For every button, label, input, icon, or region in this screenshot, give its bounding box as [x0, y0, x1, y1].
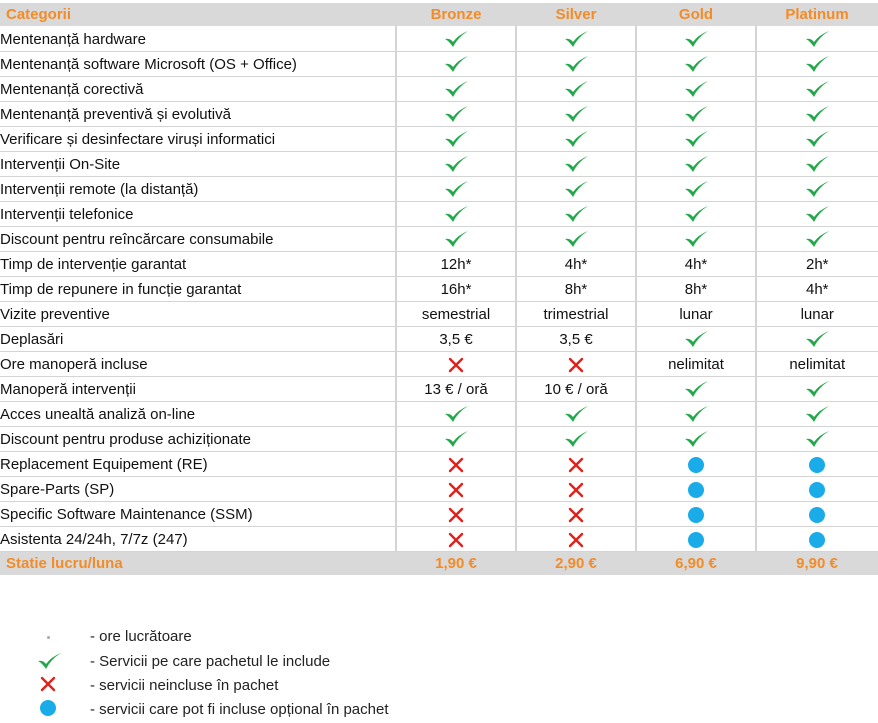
legend-text: - servicii care pot fi incluse opțional în pachet — [90, 701, 389, 718]
optional-dot-icon — [756, 452, 878, 477]
row-value: lunar — [756, 302, 878, 327]
pricing-table — [0, 3, 878, 575]
row-category: Mentenanță hardware — [0, 27, 396, 52]
cross-icon — [516, 477, 636, 502]
check-icon — [636, 27, 756, 52]
header-plan-gold: Gold — [636, 3, 756, 27]
check-icon — [396, 77, 516, 102]
row-category: Timp de intervenție garantat — [0, 252, 396, 277]
check-icon — [396, 402, 516, 427]
table-row — [0, 277, 878, 302]
row-value: nelimitat — [636, 352, 756, 377]
table-row — [0, 252, 878, 277]
check-icon — [636, 152, 756, 177]
check-icon — [396, 102, 516, 127]
table-row — [0, 452, 878, 477]
check-icon — [756, 102, 878, 127]
check-icon — [516, 102, 636, 127]
legend-text: - Servicii pe care pachetul le include — [90, 653, 331, 670]
table-row — [0, 227, 878, 252]
check-icon — [756, 77, 878, 102]
check-icon — [516, 177, 636, 202]
optional-dot-icon — [756, 477, 878, 502]
footer-row — [0, 552, 878, 576]
row-category: Asistenta 24/24h, 7/7z (247) — [0, 527, 396, 552]
footer-price-silver: 2,90 € — [516, 552, 636, 576]
check-icon — [636, 77, 756, 102]
row-value: 4h* — [636, 252, 756, 277]
check-icon — [756, 152, 878, 177]
optional-dot-icon — [636, 477, 756, 502]
check-icon — [636, 177, 756, 202]
check-icon — [516, 77, 636, 102]
check-icon — [756, 427, 878, 452]
table-body — [0, 27, 878, 552]
table-row — [0, 177, 878, 202]
footer-price-gold: 6,90 € — [636, 552, 756, 576]
check-icon — [516, 27, 636, 52]
cross-icon — [516, 527, 636, 552]
row-value: 4h* — [756, 277, 878, 302]
optional-dot-icon — [636, 527, 756, 552]
legend-text: - ore lucrătoare — [90, 628, 192, 645]
header-plan-platinum: Platinum — [756, 3, 878, 27]
row-category: Acces unealtă analiză on-line — [0, 402, 396, 427]
header-category: Categorii — [0, 3, 396, 27]
check-icon — [516, 227, 636, 252]
row-category: Ore manoperă incluse — [0, 352, 396, 377]
check-icon — [396, 127, 516, 152]
table-row — [0, 477, 878, 502]
cross-icon — [516, 352, 636, 377]
table-row — [0, 402, 878, 427]
header-plan-bronze: Bronze — [396, 3, 516, 27]
row-category: Intervenții telefonice — [0, 202, 396, 227]
check-icon — [516, 202, 636, 227]
table-row — [0, 352, 878, 377]
table-row — [0, 127, 878, 152]
table-row — [0, 202, 878, 227]
legend-item — [0, 699, 600, 721]
check-icon — [636, 52, 756, 77]
optional-dot-icon — [756, 502, 878, 527]
row-category: Intervenții remote (la distanță) — [0, 177, 396, 202]
table-row — [0, 27, 878, 52]
check-icon — [636, 127, 756, 152]
check-icon — [756, 52, 878, 77]
check-icon — [756, 202, 878, 227]
table-row — [0, 377, 878, 402]
check-icon — [396, 27, 516, 52]
table-row — [0, 302, 878, 327]
legend-item — [0, 675, 600, 697]
optional-dot-icon — [636, 452, 756, 477]
check-icon — [756, 27, 878, 52]
row-value: semestrial — [396, 302, 516, 327]
check-icon — [396, 227, 516, 252]
check-icon — [756, 227, 878, 252]
check-icon — [636, 327, 756, 352]
cross-icon — [396, 452, 516, 477]
table-row — [0, 77, 878, 102]
legend-item — [0, 626, 600, 648]
check-icon — [396, 202, 516, 227]
footer-price-platinum: 9,90 € — [756, 552, 878, 576]
legend-item — [0, 651, 600, 673]
cross-icon — [516, 452, 636, 477]
row-category: Mentenanță preventivă și evolutivă — [0, 102, 396, 127]
cross-icon — [396, 527, 516, 552]
row-category: Discount pentru reîncărcare consumabile — [0, 227, 396, 252]
row-category: Manoperă intervenții — [0, 377, 396, 402]
cross-icon — [396, 477, 516, 502]
check-icon — [636, 377, 756, 402]
check-icon — [396, 152, 516, 177]
header-row — [0, 3, 878, 27]
row-category: Intervenții On-Site — [0, 152, 396, 177]
cross-icon — [396, 352, 516, 377]
row-category: Verificare și desinfectare viruși informatici — [0, 127, 396, 152]
footer-label: Statie lucru/luna — [0, 552, 396, 576]
check-icon — [756, 327, 878, 352]
check-icon — [636, 402, 756, 427]
check-icon — [396, 427, 516, 452]
row-category: Vizite preventive — [0, 302, 396, 327]
row-category: Discount pentru produse achiziționate — [0, 427, 396, 452]
footer-price-bronze: 1,90 € — [396, 552, 516, 576]
check-icon — [756, 402, 878, 427]
small-dot-icon — [36, 626, 60, 648]
cross-icon — [396, 502, 516, 527]
row-category: Replacement Equipement (RE) — [0, 452, 396, 477]
check-icon — [756, 127, 878, 152]
check-icon — [636, 227, 756, 252]
legend-text: - servicii neincluse în pachet — [90, 677, 279, 694]
row-category: Timp de repunere in funcție garantat — [0, 277, 396, 302]
check-icon — [636, 202, 756, 227]
cross-icon — [516, 502, 636, 527]
row-category: Specific Software Maintenance (SSM) — [0, 502, 396, 527]
check-icon — [396, 52, 516, 77]
check-icon — [516, 127, 636, 152]
check-icon — [516, 52, 636, 77]
check-icon — [516, 427, 636, 452]
check-icon — [636, 427, 756, 452]
row-value: nelimitat — [756, 352, 878, 377]
table-row — [0, 327, 878, 352]
row-value: 4h* — [516, 252, 636, 277]
check-icon — [396, 177, 516, 202]
check-icon — [636, 102, 756, 127]
table-row — [0, 527, 878, 552]
optional-dot-icon — [636, 502, 756, 527]
check-icon — [756, 177, 878, 202]
check-icon — [36, 651, 60, 673]
row-category: Spare-Parts (SP) — [0, 477, 396, 502]
cross-icon — [36, 675, 60, 697]
row-value: 8h* — [636, 277, 756, 302]
row-value: 2h* — [756, 252, 878, 277]
row-value: 8h* — [516, 277, 636, 302]
row-category: Deplasări — [0, 327, 396, 352]
check-icon — [756, 377, 878, 402]
row-value: 12h* — [396, 252, 516, 277]
row-value: 3,5 € — [516, 327, 636, 352]
row-value: 3,5 € — [396, 327, 516, 352]
row-value: trimestrial — [516, 302, 636, 327]
table-row — [0, 102, 878, 127]
row-category: Mentenanță corectivă — [0, 77, 396, 102]
table-row — [0, 502, 878, 527]
check-icon — [516, 402, 636, 427]
table-row — [0, 427, 878, 452]
row-value: lunar — [636, 302, 756, 327]
table-row — [0, 152, 878, 177]
optional-dot-icon — [756, 527, 878, 552]
row-value: 10 € / oră — [516, 377, 636, 402]
row-value: 16h* — [396, 277, 516, 302]
header-plan-silver: Silver — [516, 3, 636, 27]
table-row — [0, 52, 878, 77]
optional-dot-icon — [36, 699, 60, 721]
row-category: Mentenanță software Microsoft (OS + Office) — [0, 52, 396, 77]
row-value: 13 € / oră — [396, 377, 516, 402]
check-icon — [516, 152, 636, 177]
